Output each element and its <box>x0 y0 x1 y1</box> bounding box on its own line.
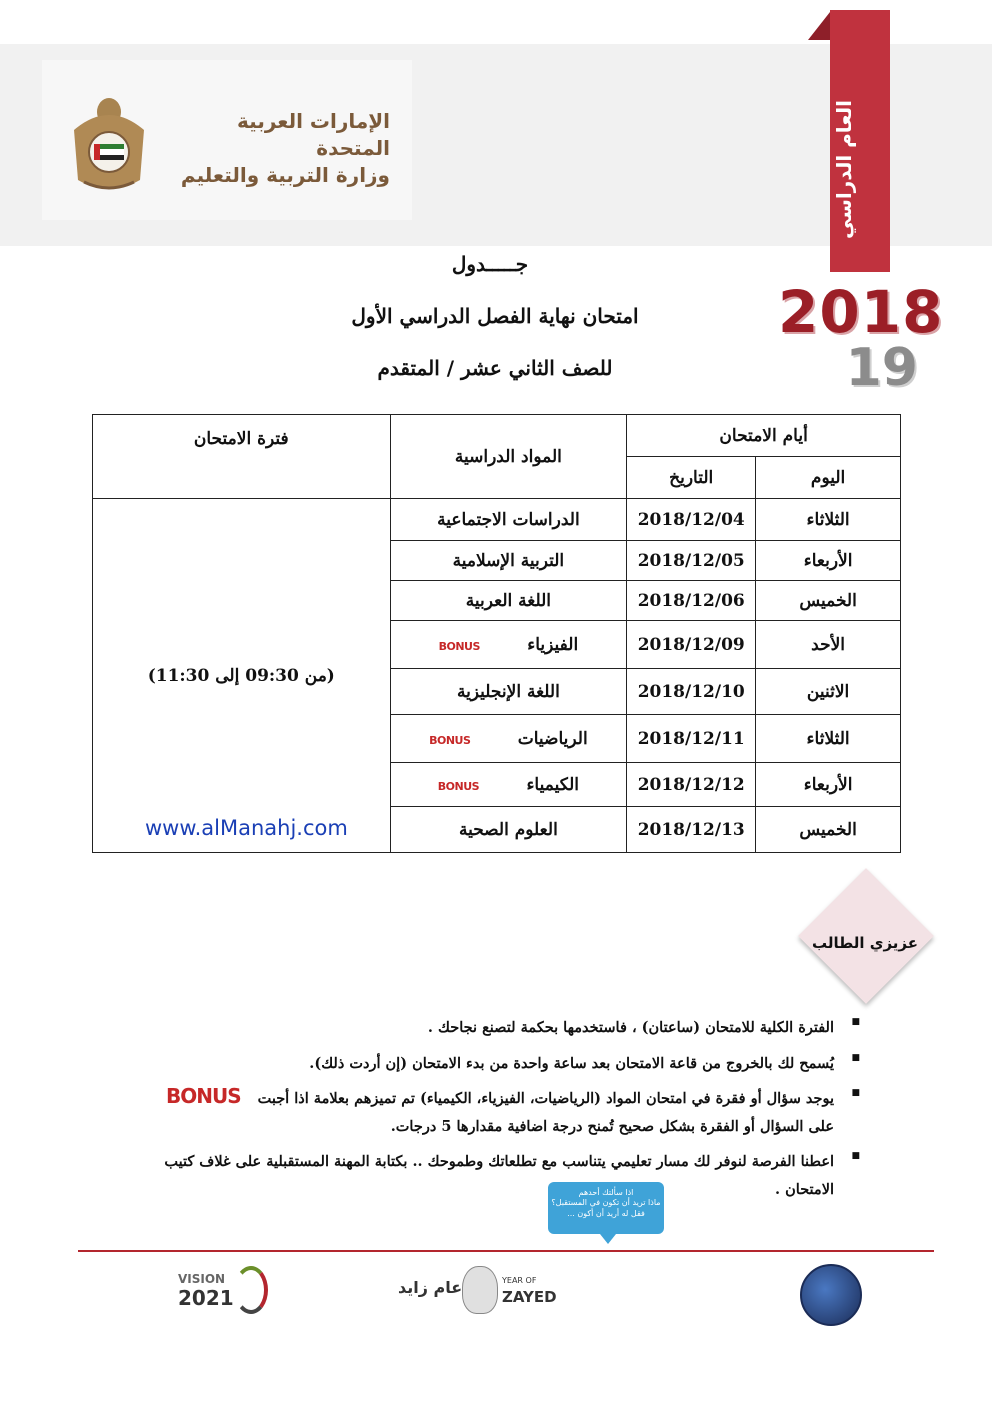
cell-date: 2018/12/04 <box>627 499 756 541</box>
subject-label: التربية الإسلامية <box>452 550 565 571</box>
year-main: 2018 <box>778 278 944 346</box>
cell-day: الأحد <box>756 621 901 669</box>
doc-subtitle: امتحان نهاية الفصل الدراسي الأول <box>351 304 639 328</box>
bubble-line: ماذا تريد أن تكون في المستقبل؟ <box>551 1198 661 1208</box>
vision-year: 2021 <box>178 1286 234 1310</box>
cell-day: الخميس <box>756 807 901 853</box>
bonus-badge-icon: BONUS <box>438 639 480 653</box>
header-day: اليوم <box>756 457 901 499</box>
ministry-line-uae: الإمارات العربية المتحدة <box>237 109 390 160</box>
table-row <box>93 499 901 541</box>
cell-day: الثلاثاء <box>756 499 901 541</box>
cell-date: 2018/12/12 <box>627 763 756 807</box>
subject-label: اللغة العربية <box>465 590 551 611</box>
uae-emblem-icon <box>64 90 154 200</box>
ribbon-fold <box>808 12 830 40</box>
zayed-arabic: عام زايد <box>398 1278 463 1297</box>
cell-subject <box>390 541 627 581</box>
cell-subject <box>390 715 627 763</box>
header-date: التاريخ <box>627 457 756 499</box>
cell-day: الثلاثاء <box>756 715 901 763</box>
cell-day: الأربعاء <box>756 763 901 807</box>
ministry-line-moe: وزارة التربية والتعليم <box>180 163 390 187</box>
zayed-year-of: YEAR OF <box>502 1276 537 1285</box>
footer-divider <box>78 1250 934 1252</box>
doc-title: جـــــدول <box>451 252 529 276</box>
year-of-zayed-logo <box>398 1262 578 1322</box>
subject-label: الفيزياء <box>527 634 579 655</box>
bubble-line: فقل له أريد أن أكون ... <box>567 1208 645 1218</box>
bonus-logo-icon: BONUS <box>166 1084 241 1108</box>
ribbon-label: العام الدراسي <box>832 100 856 240</box>
khalifa-sat-icon <box>800 1264 862 1326</box>
year-sub: 19 <box>845 338 918 398</box>
bonus-badge-icon: BONUS <box>429 733 471 747</box>
subject-label: العلوم الصحية <box>458 819 558 840</box>
cell-date: 2018/12/09 <box>627 621 756 669</box>
subject-label: الرياضيات <box>517 728 588 749</box>
website-link[interactable]: www.alManahj.com <box>145 816 348 840</box>
doc-grade: للصف الثاني عشر / المتقدم <box>377 356 613 380</box>
notes-list <box>160 1014 860 1211</box>
vision-word: VISION <box>178 1272 226 1286</box>
header-period: فترة الامتحان <box>93 415 391 499</box>
bonus-badge-icon: BONUS <box>437 779 480 793</box>
header-exam-days: أيام الامتحان <box>627 415 901 457</box>
zayed-portrait-icon <box>462 1266 498 1314</box>
cell-day: الخميس <box>756 581 901 621</box>
cell-day: الأربعاء <box>756 541 901 581</box>
cell-subject <box>390 581 627 621</box>
list-item: ■ الفترة الكلية للامتحان (ساعتان) ، فاستخدمها بحكمة لتصنع نجاحك . <box>160 1014 860 1042</box>
student-note-title: عزيزي الطالب <box>811 934 919 952</box>
cell-subject <box>390 499 627 541</box>
cell-date: 2018/12/11 <box>627 715 756 763</box>
exam-schedule-table <box>92 414 901 853</box>
speech-bubble <box>548 1182 664 1234</box>
cell-subject <box>390 621 627 669</box>
cell-date: 2018/12/10 <box>627 669 756 715</box>
cell-day: الاثنين <box>756 669 901 715</box>
cell-subject <box>390 669 627 715</box>
cell-subject <box>390 763 627 807</box>
cell-date: 2018/12/13 <box>627 807 756 853</box>
subject-label: الدراسات الاجتماعية <box>437 509 580 530</box>
subject-label: اللغة الإنجليزية <box>456 681 560 702</box>
subject-label: الكيمياء <box>526 774 579 795</box>
cell-subject <box>390 807 627 853</box>
cell-date: 2018/12/05 <box>627 541 756 581</box>
ministry-name <box>160 108 390 189</box>
list-item: ■ يُسمح لك بالخروج من قاعة الامتحان بعد ساعة واحدة من بدء الامتحان (إن أردت ذلك). <box>160 1050 860 1078</box>
period-value: (من 09:30 إلى 11:30) <box>147 665 335 686</box>
vision-2021-logo <box>178 1262 268 1322</box>
cell-date: 2018/12/06 <box>627 581 756 621</box>
bubble-line: اذا سألتك أحدهم <box>578 1188 634 1197</box>
list-item: ■ اعطنا الفرصة لنوفر لك مسار تعليمي يتناسب مع تطلعاتك وطموحك .. بكتابة المهنة المستقبلية على غلاف كتيب الامتحان . <box>160 1148 860 1203</box>
vision-leaf-icon <box>234 1266 268 1314</box>
header-subjects: المواد الدراسية <box>390 415 627 499</box>
list-item: ■ يوجد سؤال أو فقرة في امتحان المواد (الرياضيات، الفيزياء، الكيمياء) تم تميزهم بعلامة اذا أجبت على السؤال أو الفقرة بشكل صحيح تُمنح درجة اضافية مقدارها 5 درجات. <box>160 1085 860 1140</box>
cell-period <box>93 499 391 853</box>
zayed-name: ZAYED <box>502 1288 557 1306</box>
